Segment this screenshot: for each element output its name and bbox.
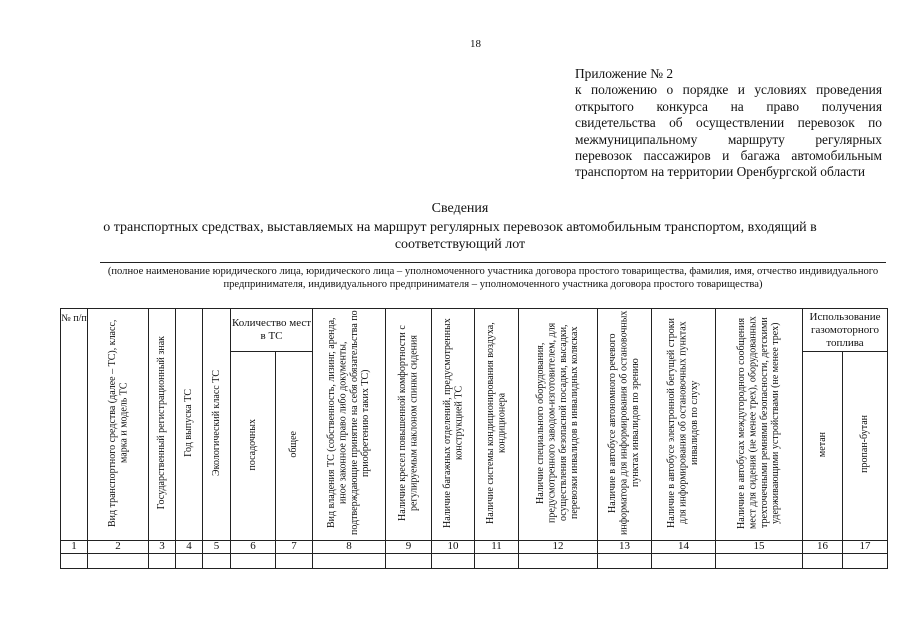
column-number: 1 xyxy=(61,541,88,554)
empty-cell xyxy=(231,554,276,569)
header-cell-number: № п/п xyxy=(61,309,88,541)
vehicle-table xyxy=(60,308,888,569)
header-cell-eco-class: Экологический класс ТС xyxy=(203,309,231,541)
column-number: 14 xyxy=(652,541,716,554)
header-cell-voice-informer: Наличие в автобусе автономного речевого информатора для информирования об остановочных пунктах инвалидов по зрению xyxy=(598,309,652,541)
header-cell-wheelchair-equipment: Наличие специального оборудования, предусмотренного заводом-изготовителем, для осуществления безопасной посадки, высадки, перевозки инвалидов в инвалидных колясках xyxy=(519,309,598,541)
empty-cell xyxy=(149,554,176,569)
header-cell-ownership: Вид владения ТС (собственность, лизинг, аренда, иное законное право либо документы, подтверждающие принятие на себя обязательства по приобретению таких ТС) xyxy=(313,309,386,541)
header-cell-seats-group: Количество мест в ТС xyxy=(231,309,313,352)
empty-cell xyxy=(176,554,203,569)
column-number: 10 xyxy=(432,541,475,554)
empty-cell xyxy=(475,554,519,569)
column-number: 3 xyxy=(149,541,176,554)
empty-cell xyxy=(203,554,231,569)
document-heading: Сведения xyxy=(431,201,489,216)
header-cell-gas-group: Использование газомоторного топлива xyxy=(803,309,888,352)
header-cell-propane-butane: пропан-бутан xyxy=(843,352,888,541)
empty-cell xyxy=(652,554,716,569)
page-number: 18 xyxy=(470,38,481,50)
column-number: 11 xyxy=(475,541,519,554)
column-number: 7 xyxy=(276,541,313,554)
header-cell-air-conditioning: Наличие системы кондиционирования воздуха, кондиционера xyxy=(475,309,519,541)
empty-cell xyxy=(716,554,803,569)
header-cell-luggage: Наличие багажных отделений, предусмотренных конструкцией ТС xyxy=(432,309,475,541)
column-number: 2 xyxy=(88,541,149,554)
column-number: 4 xyxy=(176,541,203,554)
empty-cell xyxy=(276,554,313,569)
column-number: 5 xyxy=(203,541,231,554)
empty-cell xyxy=(519,554,598,569)
document-subheading: о транспортных средствах, выставляемых на маршрут регулярных перевозок автомобильным транспортом, входящий в соответствующий лот xyxy=(103,220,817,252)
empty-cell xyxy=(61,554,88,569)
header-cell-child-seats: Наличие в автобусах междугородного сообщения мест для сидения (не менее трех), оборудованных трехточечными ремнями безопасности, детскими удерживающими устройствами (не менее трех) xyxy=(716,309,803,541)
column-number: 6 xyxy=(231,541,276,554)
appendix-block xyxy=(575,66,882,181)
empty-cell xyxy=(88,554,149,569)
header-cell-reg-plate: Государственный регистрационный знак xyxy=(149,309,176,541)
header-cell-vehicle-type: Вид транспортного средства (далее – ТС), класс, марка и модель ТС xyxy=(88,309,149,541)
empty-cell xyxy=(803,554,843,569)
column-number: 17 xyxy=(843,541,888,554)
column-number-row xyxy=(61,541,888,554)
fill-in-caption: (полное наименование юридического лица, юридического лица – уполномоченного участника договора простого товарищества, фамилия, имя, отчество индивидуального предпринимателя, индивидуального предпринимателя – уполномоченного участника договора простого товарищества) xyxy=(107,266,879,290)
header-cell-year: Год выпуска ТС xyxy=(176,309,203,541)
column-number: 12 xyxy=(519,541,598,554)
empty-cell xyxy=(432,554,475,569)
empty-cell xyxy=(843,554,888,569)
header-cell-total: общее xyxy=(276,352,313,541)
table-header-row xyxy=(61,309,888,352)
column-number: 16 xyxy=(803,541,843,554)
header-cell-running-line: Наличие в автобусе электронной бегущей строки для информирования об остановочных пунктах инвалидов по слуху xyxy=(652,309,716,541)
fill-in-line xyxy=(100,262,886,263)
appendix-title: Приложение № 2 xyxy=(575,66,674,81)
header-cell-methane: метан xyxy=(803,352,843,541)
empty-cell xyxy=(598,554,652,569)
header-cell-seated: посадочных xyxy=(231,352,276,541)
empty-cell xyxy=(386,554,432,569)
empty-cell xyxy=(313,554,386,569)
column-number: 8 xyxy=(313,541,386,554)
header-cell-comfort-seats: Наличие кресел повышенной комфортности с регулируемым наклоном спинки сидения xyxy=(386,309,432,541)
empty-data-row xyxy=(61,554,888,569)
column-number: 15 xyxy=(716,541,803,554)
appendix-text: к положению о порядке и условиях проведения открытого конкурса на право получения свидетельства об осуществлении перевозок по межмуниципальному маршруту регулярных перевозок пассажиров и багажа автомобильным транспортом на территории Оренбургской области xyxy=(575,82,882,180)
column-number: 9 xyxy=(386,541,432,554)
column-number: 13 xyxy=(598,541,652,554)
